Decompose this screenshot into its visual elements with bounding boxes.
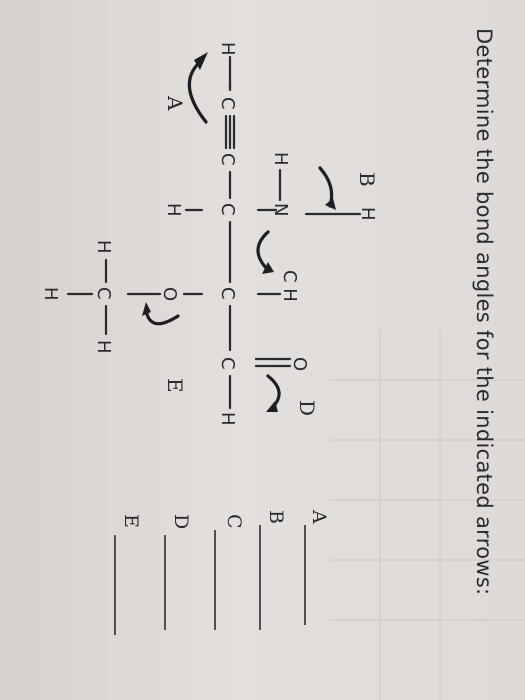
answer-label-b: B [265, 510, 287, 524]
answer-section [115, 509, 330, 635]
arrow-b [320, 168, 332, 206]
answer-label-d: D [170, 514, 192, 530]
atom-h-nh: H [357, 207, 378, 221]
atom-c-aldehyde: C [217, 357, 238, 370]
answer-label-c: C [223, 514, 245, 529]
answer-row-e [115, 514, 142, 635]
atom-h-methyl-1: H [93, 240, 114, 254]
arrow-e-head [142, 302, 151, 316]
answer-row-c [215, 514, 245, 630]
answer-label-a: A [308, 510, 330, 524]
atom-c-triple-2: C [217, 153, 238, 166]
atom-h-alkyne: H [217, 42, 238, 56]
arrow-c [258, 232, 268, 270]
atom-o-ether: O [159, 287, 180, 302]
label-b: B [355, 172, 379, 187]
molecule-structure [68, 57, 360, 408]
atom-c-triple-1: C [217, 97, 238, 110]
atom-c-mid: C [217, 287, 238, 300]
atom-c-methyl: C [93, 287, 114, 300]
answer-row-a [305, 509, 330, 625]
question-prompt: Determine the bond angles for the indicated arrows: [472, 28, 496, 596]
atom-h-center: H [163, 203, 184, 217]
answer-label-e: E [120, 514, 142, 528]
label-d: D [295, 400, 319, 417]
atom-h-methyl-3: H [40, 287, 61, 301]
arrow-labels [163, 95, 379, 416]
label-a: A [163, 96, 187, 111]
atom-c-center: C [217, 203, 238, 216]
atom-n: N [270, 203, 291, 217]
atom-ch: C H [279, 270, 300, 302]
answer-row-b [260, 510, 287, 630]
answer-row-d [165, 514, 192, 630]
atom-h-n-left: H [270, 152, 291, 166]
atom-o-carbonyl: O [289, 357, 310, 372]
atom-h-methyl-2: H [93, 340, 114, 354]
arrow-a [189, 62, 206, 122]
atom-labels [40, 42, 378, 426]
atom-h-aldehyde: H [217, 412, 238, 426]
label-e: E [163, 378, 187, 393]
